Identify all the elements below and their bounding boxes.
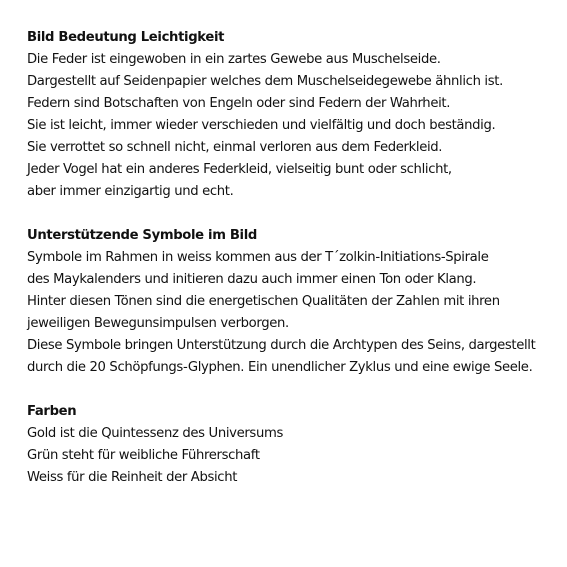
paragraph-line: Symbole im Rahmen in weiss kommen aus der T´zolkin-Initiations-Spirale	[27, 250, 489, 265]
section-farben	[27, 401, 557, 489]
paragraph-line: Gold ist die Quintessenz des Universums	[27, 426, 283, 441]
paragraph-line: Dargestellt auf Seidenpapier welches dem Muschelseidegewebe ähnlich ist.	[27, 74, 503, 89]
paragraph-line: Federn sind Botschaften von Engeln oder sind Federn der Wahrheit.	[27, 96, 451, 111]
paragraph-line: Weiss für die Reinheit der Absicht	[27, 470, 238, 485]
paragraph-line: des Maykalenders und initieren dazu auch immer einen Ton oder Klang.	[27, 272, 477, 287]
paragraph-line: Jeder Vogel hat ein anderes Federkleid, vielseitig bunt oder schlicht,	[27, 162, 452, 177]
paragraph-line: jeweiligen Bewegunsimpulsen verborgen.	[27, 316, 289, 331]
section-leichtigkeit	[27, 27, 557, 203]
section-heading: Farben	[27, 404, 77, 419]
paragraph-line: Grün steht für weibliche Führerschaft	[27, 448, 260, 463]
paragraph-line: Hinter diesen Tönen sind die energetischen Qualitäten der Zahlen mit ihren	[27, 294, 500, 309]
paragraph-line: Sie verrottet so schnell nicht, einmal verloren aus dem Federkleid.	[27, 140, 443, 155]
paragraph-line: Die Feder ist eingewoben in ein zartes Gewebe aus Muschelseide.	[27, 52, 441, 67]
section-heading: Unterstützende Symbole im Bild	[27, 228, 257, 243]
paragraph-line: Sie ist leicht, immer wieder verschieden und vielfältig und doch beständig.	[27, 118, 496, 133]
paragraph-line: aber immer einzigartig und echt.	[27, 184, 234, 199]
paragraph-line: durch die 20 Schöpfungs-Glyphen. Ein unendlicher Zyklus und eine ewige Seele.	[27, 360, 533, 375]
section-symbole	[27, 225, 557, 379]
document-body	[27, 27, 557, 511]
section-heading: Bild Bedeutung Leichtigkeit	[27, 30, 225, 45]
paragraph-line: Diese Symbole bringen Unterstützung durch die Archtypen des Seins, dargestellt	[27, 338, 536, 353]
